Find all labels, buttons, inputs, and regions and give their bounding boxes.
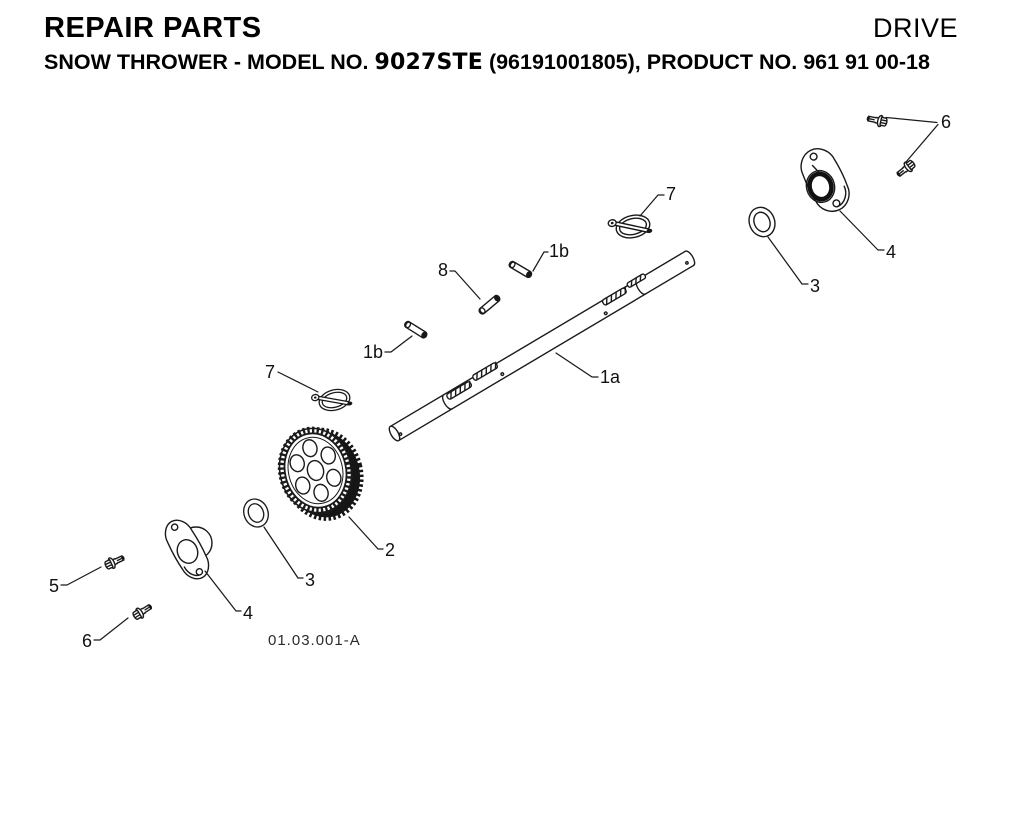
model-number: 9027STE: [374, 50, 483, 75]
callout-4-top-right-label: 4: [886, 242, 897, 262]
page-title: REPAIR PARTS: [44, 12, 262, 44]
part-pin-8: [478, 294, 501, 315]
leader-line: [840, 211, 884, 250]
callout-8: [438, 260, 480, 299]
callout-6-top-right-label: 6: [941, 112, 952, 132]
callout-6-top-right: [886, 112, 951, 162]
callout-3-bottom-left: [264, 527, 315, 590]
callout-2: [349, 517, 395, 560]
part-shaft-1a: [386, 248, 697, 443]
callout-5: [49, 567, 101, 596]
callout-7-left: [265, 362, 318, 392]
callout-4-bottom-left-label: 4: [243, 603, 254, 623]
part-clip-7-top: [608, 211, 653, 242]
part-pin-1b-left: [404, 320, 428, 339]
callout-8-label: 8: [438, 260, 449, 280]
callout-5-label: 5: [49, 576, 60, 596]
callout-3-bottom-left-label: 3: [305, 570, 316, 590]
leader-line: [61, 567, 101, 585]
model-line-prefix: SNOW THROWER - MODEL NO.: [44, 50, 375, 74]
part-plate-4-top-right: [794, 142, 856, 217]
callout-3-top-right: [768, 237, 820, 296]
part-gear-2: [271, 419, 369, 527]
leader-line: [450, 271, 480, 299]
leader-line: [94, 618, 128, 640]
callout-1b-left-label: 1b: [363, 342, 384, 362]
leader-line: [385, 336, 412, 352]
callout-4-bottom-left: [205, 571, 253, 623]
callout-1a: [556, 353, 621, 387]
callout-7-top: [640, 184, 676, 216]
part-bolt-6b: [894, 158, 917, 179]
callout-1a-label: 1a: [600, 367, 621, 387]
callout-6-bottom-left-label: 6: [82, 631, 93, 651]
model-line-suffix: (96191001805), PRODUCT NO. 961 91 00-18: [482, 50, 930, 74]
part-bolt-5: [103, 552, 126, 571]
drawing-number: 01.03.001-A: [268, 632, 361, 649]
leader-line: [349, 517, 383, 549]
leader-line: [906, 125, 938, 163]
leader-line: [278, 372, 318, 392]
part-pin-1b-top: [508, 260, 533, 278]
callout-3-top-right-label: 3: [810, 276, 821, 296]
part-bolt-6a: [866, 113, 888, 128]
leader-line: [205, 571, 241, 611]
part-bolt-6c: [131, 601, 154, 621]
callout-7-top-label: 7: [666, 184, 677, 204]
callout-4-top-right: [840, 211, 896, 262]
leader-line: [264, 527, 303, 578]
leader-line: [640, 195, 664, 216]
leader-line: [768, 237, 808, 284]
callout-1b-left: [363, 336, 412, 362]
part-ring-3-bottom-left: [240, 495, 273, 530]
leader-line: [886, 118, 937, 123]
callout-1b-top-label: 1b: [549, 241, 570, 261]
callout-7-left-label: 7: [265, 362, 276, 382]
part-ring-3-top-right: [745, 203, 780, 240]
callout-6-bottom-left: [82, 618, 128, 651]
callout-2-label: 2: [385, 540, 396, 560]
part-clip-7-left: [311, 386, 353, 416]
leader-line: [556, 353, 598, 377]
section-title: DRIVE: [872, 13, 958, 43]
callout-1b-top: [533, 241, 569, 271]
leader-line: [533, 252, 548, 271]
